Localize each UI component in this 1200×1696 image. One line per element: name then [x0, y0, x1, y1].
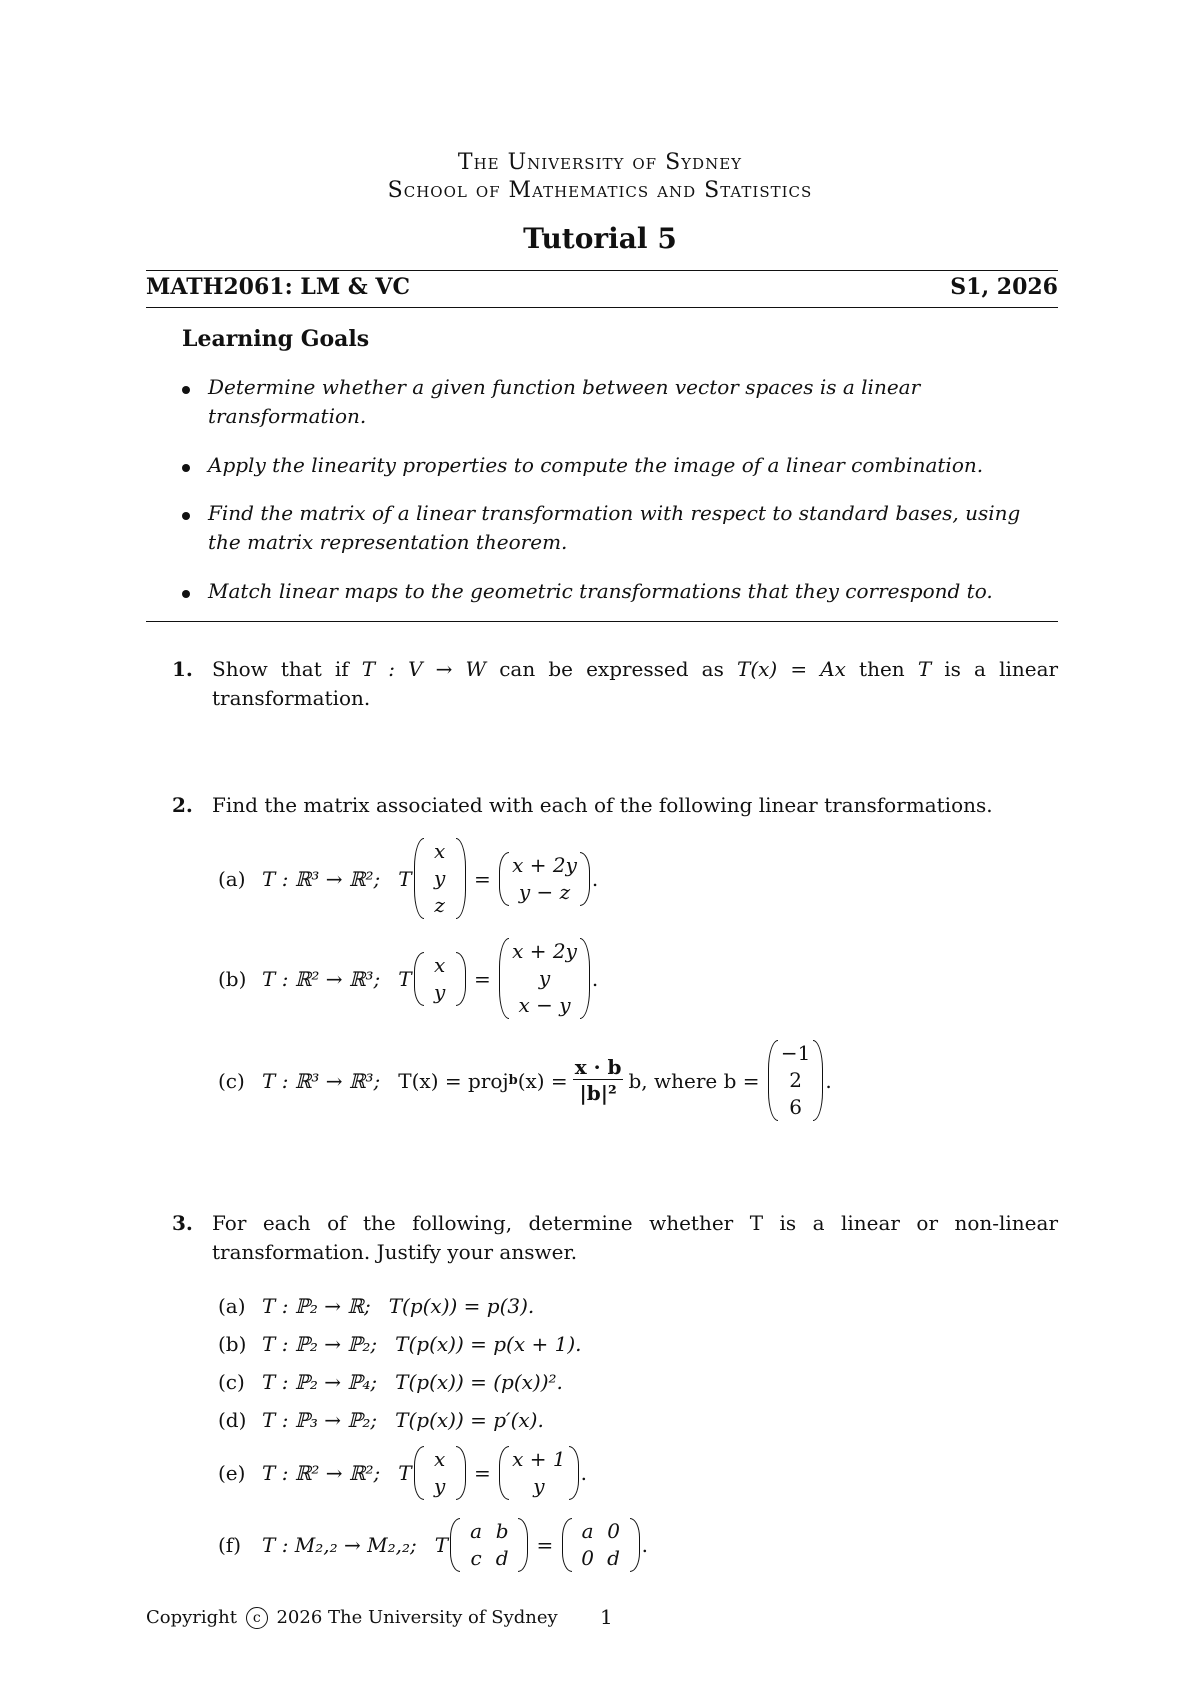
output-matrix: a 0 0 d: [562, 1518, 640, 1572]
question-text: Find the matrix associated with each of the following linear transformations.: [212, 793, 993, 817]
copyright-notice: Copyright c 2026 The University of Sydney: [146, 1607, 558, 1628]
question-3f: (f) T : M₂,₂ → M₂,₂; T a b c d = a 0 0 d .: [218, 1519, 648, 1570]
page-title: Tutorial 5: [523, 222, 677, 255]
learning-goals-title: Learning Goals: [182, 326, 370, 352]
question-3d: (d) T : ℙ₃ → ℙ₂; T(p(x)) = p′(x).: [218, 1408, 544, 1432]
bullet-icon: [182, 464, 190, 472]
question-3e: (e) T : ℝ² → ℝ²; T x y = x + 1 y .: [218, 1447, 587, 1498]
bullet-icon: [182, 386, 190, 394]
bullet-icon: [182, 590, 190, 598]
projection-fraction: $\frac{x \cdot b}{\text{|b|²}}$: [574, 1055, 622, 1105]
question-1: [172, 655, 1058, 713]
learning-goal-item: Find the matrix of a linear transformation with respect to standard bases, using the matrix representation theorem.: [182, 499, 1058, 557]
input-matrix: a b c d: [450, 1518, 528, 1572]
semester: S1, 2026: [950, 274, 1058, 300]
question-2b: (b) T : ℝ² → ℝ³; T x y = x + 2y y x − y .: [218, 939, 599, 1017]
question-3a: (a) T : ℙ₂ → ℝ; T(p(x)) = p(3).: [218, 1294, 535, 1318]
page-number: 1: [600, 1605, 613, 1629]
header-top-rule: [146, 270, 1058, 271]
output-vector: x + 2y y − z: [499, 852, 590, 906]
question-number: 3.: [172, 1211, 193, 1235]
question-number: 1.: [172, 657, 193, 681]
output-vector: x + 1 y: [499, 1446, 578, 1500]
input-vector: x y: [414, 952, 466, 1006]
question-2a: (a) T : ℝ³ → ℝ²; T x y z = x + 2y y − z .: [218, 839, 599, 917]
question-number: 2.: [172, 793, 193, 817]
output-vector: x + 2y y x − y: [499, 938, 590, 1019]
question-2: [172, 791, 1058, 820]
question-3c: (c) T : ℙ₂ → ℙ₄; T(p(x)) = (p(x))².: [218, 1370, 563, 1394]
learning-goal-item: Determine whether a given function between vector spaces is a linear transformation.: [182, 373, 1058, 431]
question-3: [172, 1209, 1058, 1267]
course-code: MATH2061: LM & VC: [146, 274, 410, 300]
learning-goal-item: Apply the linearity properties to compute the image of a linear combination.: [182, 451, 1058, 480]
input-vector: x y: [414, 1446, 466, 1500]
question-2c: (c) T : ℝ³ → ℝ³; T(x) = proj b (x) = $\frac{x \cdot b}{\text{|b|²}}$ b, where b = −1 2 6 .: [218, 1041, 832, 1119]
school-name: School of Mathematics and Statistics: [387, 178, 813, 203]
question-text: For each of the following, determine whether T is a linear or non-linear transformation. Justify your answer.: [212, 1211, 1058, 1264]
question-3b: (b) T : ℙ₂ → ℙ₂; T(p(x)) = p(x + 1).: [218, 1332, 582, 1356]
learning-goal-item: Match linear maps to the geometric transformations that they correspond to.: [182, 577, 1058, 606]
input-vector: x y z: [414, 838, 466, 919]
question-text: Show that if T : V → W can be expressed as T(x) = Ax then T is a linear transformation.: [212, 657, 1059, 710]
header-bottom-rule: [146, 307, 1058, 308]
copyright-icon: c: [246, 1607, 268, 1629]
bullet-icon: [182, 512, 190, 520]
goals-divider: [146, 621, 1058, 622]
university-name: The University of Sydney: [457, 150, 743, 175]
b-vector: −1 2 6: [768, 1040, 823, 1121]
